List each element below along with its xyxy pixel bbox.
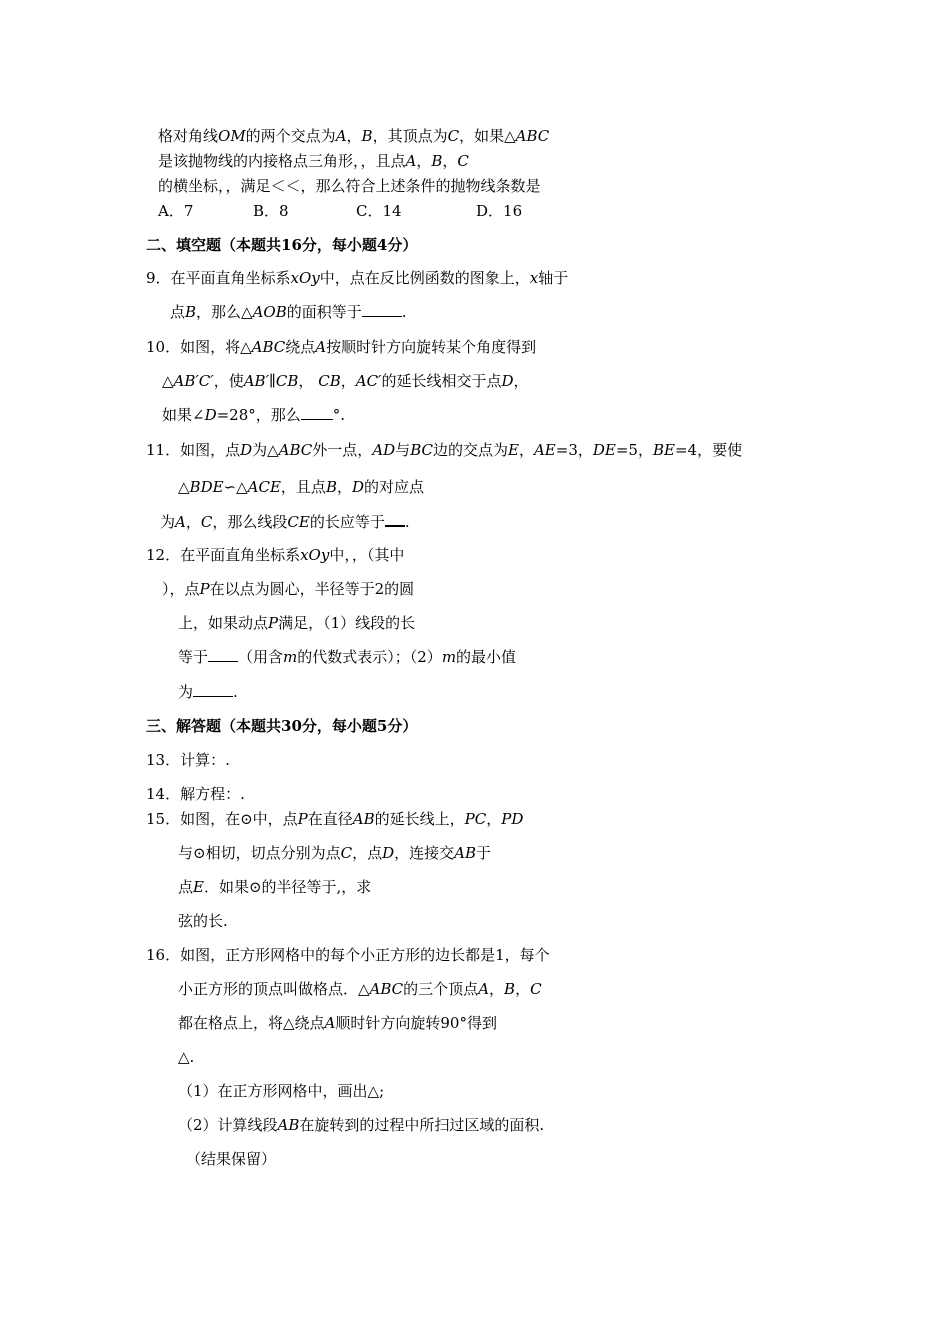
q16-line7: （结果保留）	[186, 1150, 277, 1168]
q11-line3: 为A，C，那么线段CE的长应等于 .	[160, 513, 410, 531]
q13: 13．计算：.	[146, 751, 230, 769]
answer-blank	[301, 405, 333, 420]
q8-line2: 是该抛物线的内接格点三角形，，且点A，B，C	[158, 152, 469, 170]
q8-choices	[158, 201, 522, 221]
q12-line1: 12．在平面直角坐标系xOy中，，（其中	[146, 546, 405, 564]
answer-blank	[385, 511, 405, 527]
q16-line2: 小正方形的顶点叫做格点．△ABC的三个顶点A，B，C	[178, 980, 542, 998]
q16-line3: 都在格点上，将△绕点A顺时针方向旋转90°得到	[178, 1014, 497, 1032]
q15-line2: 与⊙相切，切点分别为点C，点D，连接交AB于	[178, 844, 491, 862]
q12-line3: 上，如果动点P满足，（1）线段的长	[178, 614, 416, 632]
choice-c: C．14	[356, 202, 402, 220]
choice-a: A．7	[158, 202, 194, 220]
q12-line5: 为 .	[178, 683, 238, 701]
q9-line1: 9．在平面直角坐标系xOy中，点在反比例函数的图象上，x轴于	[146, 269, 569, 287]
q8-line1: 格对角线OM的两个交点为A，B，其顶点为C，如果△ABC	[158, 127, 550, 145]
q16-line5: （1）在正方形网格中，画出△;	[178, 1082, 385, 1100]
answer-blank	[362, 302, 402, 317]
answer-blank	[208, 647, 238, 662]
choice-d: D．16	[476, 202, 523, 220]
answer-blank	[193, 682, 233, 697]
q12-line2: ），点P在以点为圆心，半径等于2的圆	[162, 580, 415, 598]
section-2-heading: 二、填空题（本题共16分，每小题4分）	[146, 236, 418, 254]
q8-line3: 的横坐标，，满足＜＜，那么符合上述条件的抛物线条数是	[158, 177, 541, 195]
q16-line4: △.	[178, 1048, 195, 1066]
q10-line2: △AB′C′，使AB′∥CB， CB，AC′的延长线相交于点D，	[162, 372, 529, 390]
q16-line6: （2）计算线段AB在旋转到的过程中所扫过区域的面积.	[178, 1116, 545, 1134]
q12-line4: 等于 （用含m的代数式表示）；（2）m的最小值	[178, 648, 517, 666]
q15-line4: 弦的长.	[178, 912, 228, 930]
q16-line1: 16．如图，正方形网格中的每个小正方形的边长都是1，每个	[146, 946, 550, 964]
q10-line1: 10．如图，将△ABC绕点A按顺时针方向旋转某个角度得到	[146, 338, 537, 356]
choice-b: B．8	[253, 202, 289, 220]
q11-line1: 11．如图，点D为△ABC外一点，AD与BC边的交点为E，AE=3，DE=5，BE=4，要使	[146, 441, 743, 459]
q9-line2: 点B，那么△AOB的面积等于 .	[170, 303, 407, 321]
q10-line3: 如果∠D=28°，那么 °.	[162, 406, 346, 424]
q15-line3: 点E．如果⊙的半径等于,，求	[178, 878, 372, 896]
q15-line1: 15．如图，在⊙中，点P在直径AB的延长线上，PC，PD	[146, 810, 524, 828]
q11-line2: △BDE∽△ACE，且点B，D的对应点	[178, 478, 425, 496]
section-3-heading: 三、解答题（本题共30分，每小题5分）	[146, 717, 418, 735]
q14: 14．解方程：.	[146, 785, 245, 803]
